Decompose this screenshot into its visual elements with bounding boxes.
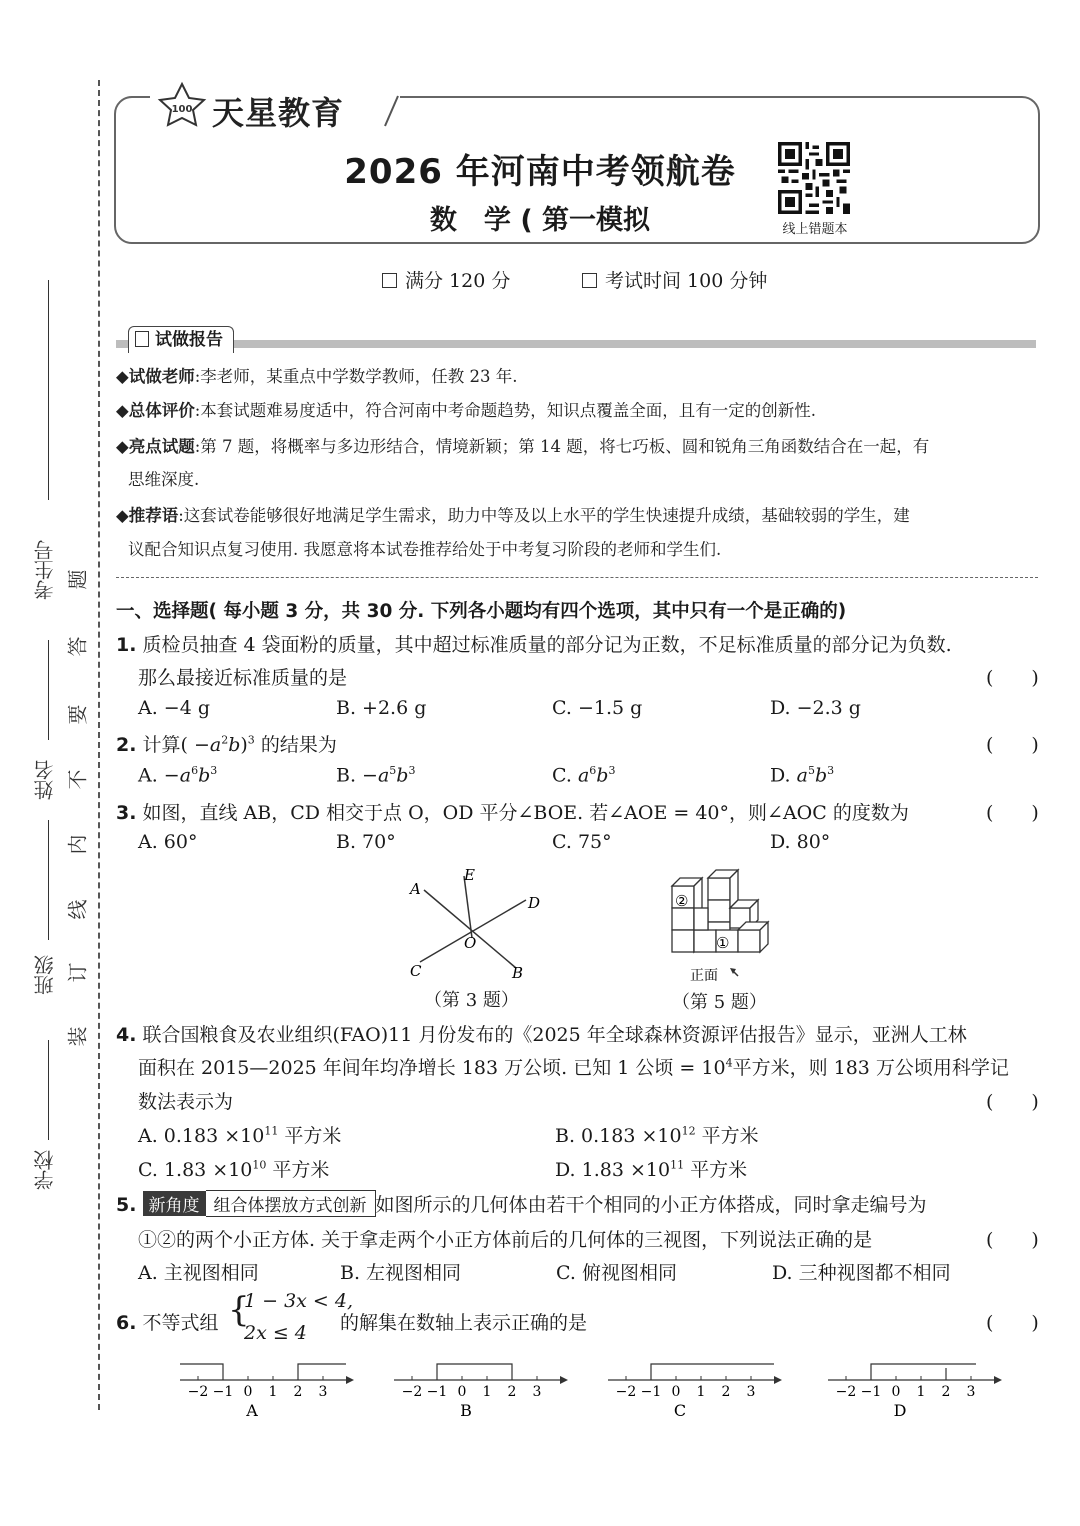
label-E: E	[464, 866, 475, 884]
svg-text:0: 0	[891, 1384, 901, 1400]
q2-option-c[interactable]: C. $a^6b^3$	[552, 764, 616, 787]
inequality-2: 2x ≤ 4	[244, 1322, 307, 1344]
notice-char: 要	[65, 704, 90, 725]
answer-paren[interactable]: ( )	[986, 802, 1039, 824]
report-evaluation: ◆总体评价:本套试题难易度适中，符合河南中考命题趋势，知识点覆盖全面，且有一定的创新性.	[116, 401, 817, 420]
svg-text:1: 1	[696, 1384, 706, 1400]
numberline-b[interactable]	[390, 1354, 570, 1424]
binding-dashed-line	[98, 80, 100, 1410]
svg-text:0: 0	[671, 1384, 681, 1400]
label-O: O	[464, 934, 477, 952]
svg-text:2: 2	[941, 1384, 951, 1400]
report-highlights-cont: 思维深度.	[128, 470, 200, 489]
question-5-cont: ①②的两个小正方体. 关于拿走两个小正方体前后的几何体的三视图，下列说法正确的是	[138, 1229, 873, 1251]
cube-mark-1: ①	[716, 934, 730, 952]
answer-paren[interactable]: ( )	[986, 1091, 1039, 1113]
question-3: 3. 如图，直线 AB，CD 相交于点 O，OD 平分∠BOE. 若∠AOE = 40°，则∠AOC 的度数为	[116, 802, 909, 824]
q1-option-d[interactable]: D. −2.3 g	[770, 697, 861, 719]
answer-paren[interactable]: ( )	[986, 734, 1039, 756]
tag-new-angle: 新角度	[143, 1191, 206, 1216]
checkbox-icon	[382, 273, 397, 288]
q4-option-d[interactable]: D. $1.83 \times 10^{11}$ 平方米	[555, 1158, 748, 1181]
answer-paren[interactable]: ( )	[986, 1312, 1039, 1334]
label-C: C	[410, 962, 422, 980]
figure-3-lines	[400, 866, 540, 986]
qr-caption: 线上错题本	[782, 222, 848, 237]
notice-char: 装	[65, 1026, 90, 1047]
answer-paren[interactable]: ( )	[986, 667, 1039, 689]
notice-char: 内	[65, 834, 90, 855]
q1-option-c[interactable]: C. −1.5 g	[552, 697, 643, 719]
front-label: 正面	[690, 968, 718, 984]
svg-text:−2: −2	[187, 1384, 209, 1400]
question-2: 2. 计算( $-a^2b)^3$ 的结果为	[116, 733, 337, 756]
page-subtitle: 数 学 ( 第一模拟	[429, 205, 651, 236]
field-class-label: 班级	[33, 955, 57, 995]
svg-text:B: B	[460, 1401, 472, 1420]
svg-text:−1: −1	[640, 1384, 662, 1400]
report-bar	[116, 340, 1036, 348]
q3-option-d[interactable]: D. 80°	[770, 831, 831, 853]
label-B: B	[512, 964, 524, 982]
svg-text:−1: −1	[860, 1384, 882, 1400]
q4-option-a[interactable]: A. $0.183 \times 10^{11}$ 平方米	[138, 1124, 342, 1147]
figure-3-caption: （第 3 题）	[424, 990, 519, 1011]
answer-paren[interactable]: ( )	[986, 1229, 1039, 1251]
q5-option-c[interactable]: C. 俯视图相同	[556, 1262, 677, 1284]
svg-text:−2: −2	[401, 1384, 423, 1400]
svg-text:2: 2	[721, 1384, 731, 1400]
field-line-exam-number	[48, 280, 49, 500]
q5-option-d[interactable]: D. 三种视图都不相同	[772, 1262, 951, 1284]
question-4-cont: 面积在 2015—2025 年间年均净增长 183 万公顷. 已知 1 公顷 = $10^4$平方米，则 183 万公顷用科学记	[138, 1056, 1009, 1079]
numberline-c[interactable]	[604, 1354, 784, 1424]
question-1-cont: 那么最接近标准质量的是	[138, 667, 348, 689]
label-D: D	[528, 894, 540, 912]
field-line-name	[48, 640, 49, 740]
section-divider	[116, 577, 1038, 578]
svg-text:0: 0	[457, 1384, 467, 1400]
svg-text:0: 0	[243, 1384, 253, 1400]
question-1: 1. 质检员抽查 4 袋面粉的质量，其中超过标准质量的部分记为正数，不足标准质量的部分记为负数.	[116, 634, 952, 656]
q5-option-a[interactable]: A. 主视图相同	[138, 1262, 259, 1284]
q5-option-b[interactable]: B. 左视图相同	[340, 1262, 462, 1284]
report-tab: 试做报告	[128, 326, 234, 353]
tag-topic: 组合体摆放方式创新	[206, 1190, 376, 1217]
checkbox-icon	[582, 273, 597, 288]
cube-mark-2: ②	[675, 892, 689, 910]
field-name-label: 姓名	[33, 760, 57, 800]
q4-option-c[interactable]: C. $1.83 \times 10^{10}$ 平方米	[138, 1158, 330, 1181]
svg-text:3: 3	[318, 1384, 328, 1400]
report-recommendation: ◆推荐语:这套试卷能够很好地满足学生需求，助力中等及以上水平的学生快速提升成绩，基础较弱的学生，建	[116, 506, 910, 525]
field-school-label: 学校	[33, 1150, 57, 1190]
q2-option-b[interactable]: B. $-a^5b^3$	[336, 764, 416, 787]
q3-option-a[interactable]: A. 60°	[138, 831, 198, 853]
svg-text:C: C	[673, 1401, 687, 1420]
q3-option-c[interactable]: C. 75°	[552, 831, 612, 853]
q4-option-b[interactable]: B. $0.183 \times 10^{12}$ 平方米	[555, 1124, 759, 1147]
question-6: 6. 不等式组	[116, 1312, 219, 1334]
qr-code[interactable]	[778, 142, 850, 214]
q2-option-a[interactable]: A. $-a^6b^3$	[138, 764, 218, 787]
field-line-school	[48, 1040, 49, 1140]
q1-option-b[interactable]: B. +2.6 g	[336, 697, 427, 719]
q2-option-d[interactable]: D. $a^5b^3$	[770, 764, 835, 787]
svg-text:−1: −1	[426, 1384, 448, 1400]
figure-5-caption: （第 5 题）	[672, 992, 767, 1013]
notice-char: 线	[65, 899, 90, 920]
exam-time: 考试时间 100 分钟	[582, 266, 767, 293]
notice-char: 订	[65, 962, 90, 983]
field-line-class	[48, 820, 49, 940]
notice-char: 答	[65, 636, 90, 657]
svg-text:3: 3	[532, 1384, 542, 1400]
notice-char: 不	[65, 769, 90, 790]
report-highlights: ◆亮点试题:第 7 题，将概率与多边形结合，情境新颖；第 14 题，将七巧板、圆和锐角三角函数结合在一起，有	[116, 437, 930, 456]
page-title: 2026 年河南中考领航卷	[344, 152, 736, 192]
svg-text:100: 100	[171, 104, 193, 115]
svg-text:1: 1	[268, 1384, 278, 1400]
full-score: 满分 120 分	[382, 266, 510, 293]
report-icon	[135, 331, 149, 347]
svg-text:1: 1	[916, 1384, 926, 1400]
report-recommendation-cont: 议配合知识点复习使用. 我愿意将本试卷推荐给处于中考复习阶段的老师和学生们.	[128, 540, 722, 559]
brand-name: 天星教育	[212, 94, 345, 132]
question-4: 4. 联合国粮食及农业组织(FAO)11 月份发布的《2025 年全球森林资源评估报告》显示，亚洲人工林	[116, 1024, 967, 1046]
svg-text:3: 3	[746, 1384, 756, 1400]
svg-text:A: A	[246, 1401, 258, 1420]
q3-option-b[interactable]: B. 70°	[336, 831, 396, 853]
numberline-a[interactable]	[176, 1354, 356, 1424]
section-title: 一、选择题( 每小题 3 分，共 30 分. 下列各小题均有四个选项，其中只有一个是正确的)	[116, 601, 847, 622]
brace: {	[228, 1290, 250, 1330]
svg-text:1: 1	[482, 1384, 492, 1400]
question-6-cont: 的解集在数轴上表示正确的是	[340, 1312, 588, 1334]
svg-text:−1: −1	[212, 1384, 234, 1400]
inequality-1: 1 − 3x < 4,	[244, 1290, 354, 1312]
label-A: A	[410, 880, 421, 898]
report-teacher: ◆试做老师:李老师，某重点中学数学教师，任教 23 年.	[116, 367, 518, 386]
figure-5-cubes	[660, 866, 780, 986]
numberline-d[interactable]	[824, 1354, 1004, 1424]
svg-text:D: D	[893, 1401, 907, 1420]
question-5: 5. 新角度 组合体摆放方式创新 如图所示的几何体由若干个相同的小正方体搭成，同时拿走编号为	[116, 1190, 927, 1217]
svg-text:−2: −2	[615, 1384, 637, 1400]
svg-text:−2: −2	[835, 1384, 857, 1400]
svg-text:2: 2	[293, 1384, 303, 1400]
notice-char: 题	[65, 569, 90, 590]
svg-text:3: 3	[966, 1384, 976, 1400]
question-4-cont2: 数法表示为	[138, 1091, 234, 1113]
svg-text:2: 2	[507, 1384, 517, 1400]
field-exam-number-label: 考生号	[33, 540, 57, 600]
q1-option-a[interactable]: A. −4 g	[138, 697, 211, 719]
